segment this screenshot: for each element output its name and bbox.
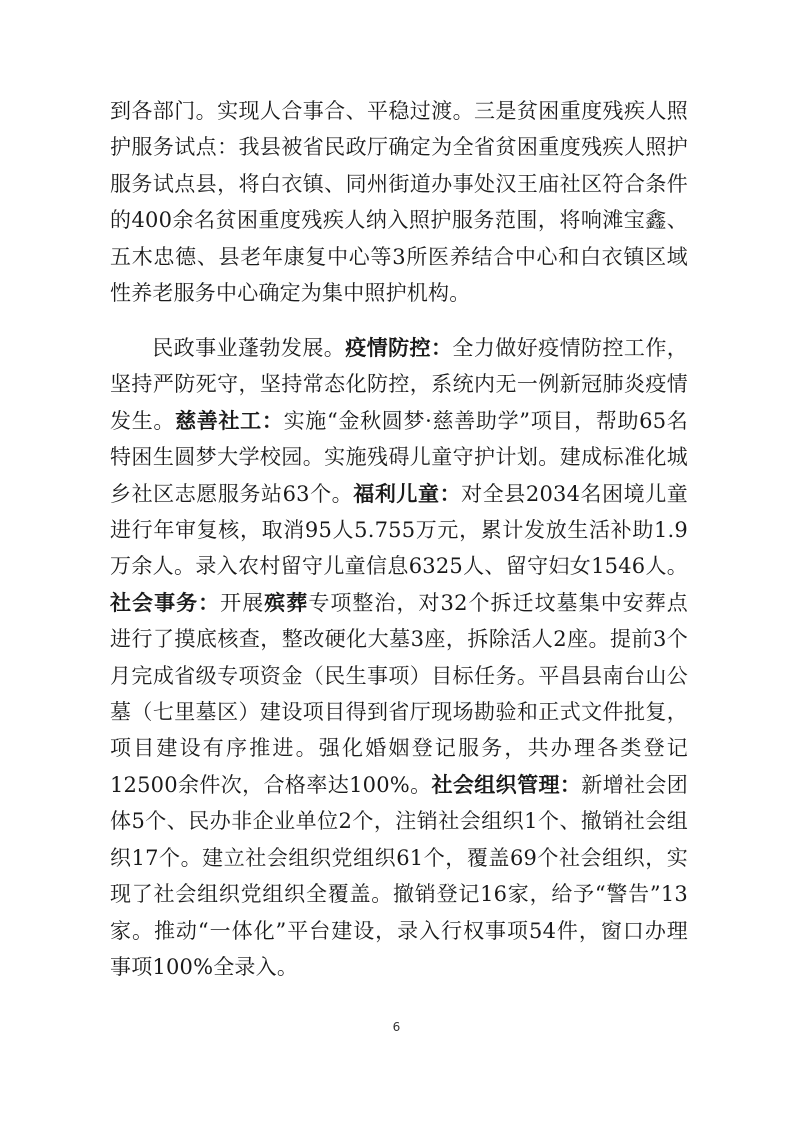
social-organization-text: 新增社会团体5个、民办非企业单位2个，注销社会组织1个、撤销社会组织17个。建立社会组织党组织61个，覆盖69个社会组织，实现了社会组织党组织全覆盖。撤销登记16家，给予“警告”13家。推动“一体化”平台建设，录入行权事项54件，窗口办理事项100%全录入。 (110, 772, 688, 979)
page-number: 6 (392, 1020, 401, 1034)
paragraph-1-text: 到各部门。实现人合事合、平稳过渡。三是贫困重度残疾人照护服务试点：我县被省民政厅确定为全省贫困重度残疾人照护服务试点县，将白衣镇、同州街道办事处汉王庙社区符合条件的400余名贫困重度残疾人纳入照护服务范围，将响滩宝鑫、五木忠德、县老年康复中心等3所医养结合中心和白衣镇区域性养老服务中心确定为集中照护机构。 (110, 99, 688, 306)
epidemic-control-text: 全力做好疫情防控工作，坚持严防死守，坚持常态化防控，系统内无一例新冠肺炎疫情发生。 (110, 336, 688, 433)
social-affairs-text-a: 开展 (220, 590, 265, 615)
keyword-epidemic-control: 疫情防控： (345, 336, 453, 360)
social-affairs-text-b: 专项整治，对32个拆迁坟墓集中安葬点进行了摸底核查，整改硬化大墓3座，拆除活人2座。提前3个月完成省级专项资金（民生事项）目标任务。平昌县南台山公墓（七里墓区）建设项目得到省厅现场勘验和正式文件批复，项目建设有序推进。强化婚姻登记服务，共办理各类登记12500余件次，合格率达100%。 (110, 590, 688, 797)
paragraph-2-lead: 民政事业蓬勃发展。 (152, 336, 346, 360)
keyword-funeral: 殡葬 (264, 590, 309, 615)
keyword-child-welfare: 福利儿童： (353, 481, 462, 506)
keyword-social-affairs: 社会事务： (110, 590, 221, 615)
keyword-social-organization-management: 社会组织管理： (431, 772, 582, 797)
paragraph-1 (110, 93, 688, 311)
charity-social-work-text: 实施“金秋圆梦·慈善助学”项目，帮助65名特困生圆梦大学校园。实施残碍儿童守护计划。建成标准化城乡社区志愿服务站63个。 (110, 408, 688, 506)
keyword-charity-social-work: 慈善社工： (175, 408, 284, 433)
paragraph-2 (110, 330, 688, 985)
child-welfare-text: 对全县2034名困境儿童进行年审复核，取消95人5.755万元，累计发放生活补助1.9万余人。录入农村留守儿童信息6325人、留守妇女1546人。 (110, 481, 689, 579)
